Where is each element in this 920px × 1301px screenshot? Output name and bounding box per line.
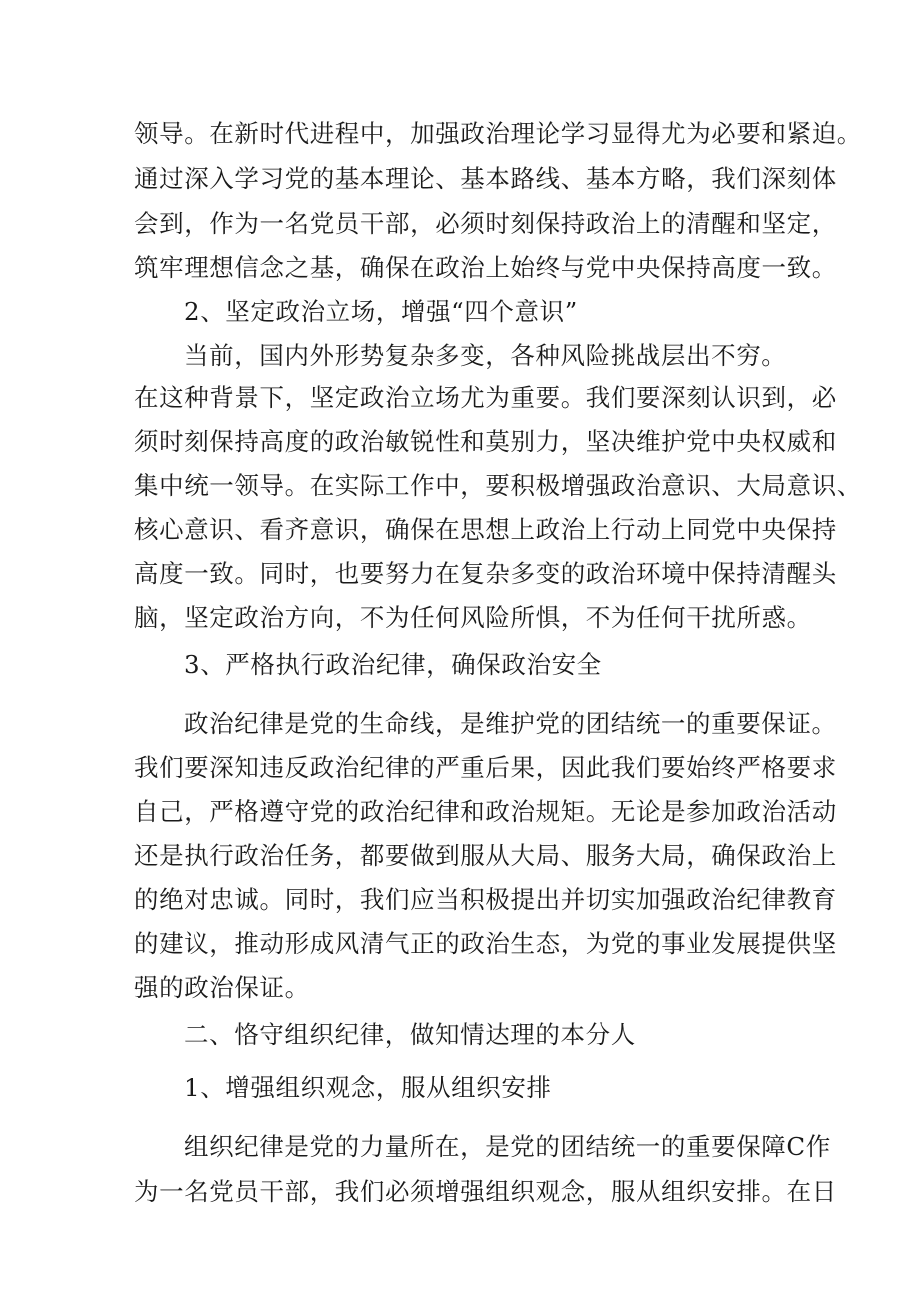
text-line: 我们要深知违反政治纪律的严重后果，因此我们要始终严格要求 [134, 753, 837, 782]
text-line: 的绝对忠诚。同时，我们应当积极提出并切实加强政治纪律教育 [134, 885, 837, 914]
text-line: 核心意识、看齐意识，确保在思想上政治上行动上同党中央保持 [134, 515, 837, 544]
text-line: 通过深入学习党的基本理论、基本路线、基本方略，我们深刻体 [134, 164, 837, 193]
text-line: 强的政治保证。 [134, 973, 310, 1002]
text-line: 政治纪律是党的生命线，是维护党的团结统一的重要保证。 [184, 709, 837, 738]
text-line: 自己，严格遵守党的政治纪律和政治规矩。无论是参加政治活动 [134, 797, 837, 826]
text-line: 集中统一领导。在实际工作中，要积极增强政治意识、大局意识、 [134, 471, 862, 500]
text-line: 筑牢理想信念之基，确保在政治上始终与党中央保持高度一致。 [134, 253, 837, 282]
text-line: 须时刻保持高度的政治敏锐性和莫别力，坚决维护党中央权威和 [134, 427, 837, 456]
section-heading-2: 二、恪守组织纪律，做知情达理的本分人 [184, 1020, 636, 1049]
text-line: 的建议，推动形成风清气正的政治生态，为党的事业发展提供坚 [134, 929, 837, 958]
text-line: 为一名党员干部，我们必须增强组织观念，服从组织安排。在日 [134, 1177, 837, 1206]
subheading-3: 3、严格执行政治纪律，确保政治安全 [184, 650, 602, 679]
text-line: 高度一致。同时，也要努力在复杂多变的政治环境中保持清醒头 [134, 559, 837, 588]
text-line: 还是执行政治任务，都要做到服从大局、服务大局，确保政治上 [134, 841, 837, 870]
text-line: 当前，国内外形势复杂多变，各种风险挑战层出不穷。 [184, 341, 787, 370]
text-line: 在这种背景下，坚定政治立场尤为重要。我们要深刻认识到，必 [134, 383, 837, 412]
text-line: 领导。在新时代进程中，加强政治理论学习显得尤为必要和紧迫。 [134, 119, 862, 148]
subheading-2: 2、坚定政治立场，增强“四个意识” [184, 297, 578, 326]
text-line: 组织纪律是党的力量所在，是党的团结统一的重要保障C作 [184, 1132, 831, 1161]
text-line: 脑，坚定政治方向，不为任何风险所惧，不为任何干扰所惑。 [134, 603, 812, 632]
text-line: 会到，作为一名党员干部，必须时刻保持政治上的清醒和坚定， [134, 209, 837, 238]
subheading-1: 1、增强组织观念，服从组织安排 [184, 1073, 552, 1102]
